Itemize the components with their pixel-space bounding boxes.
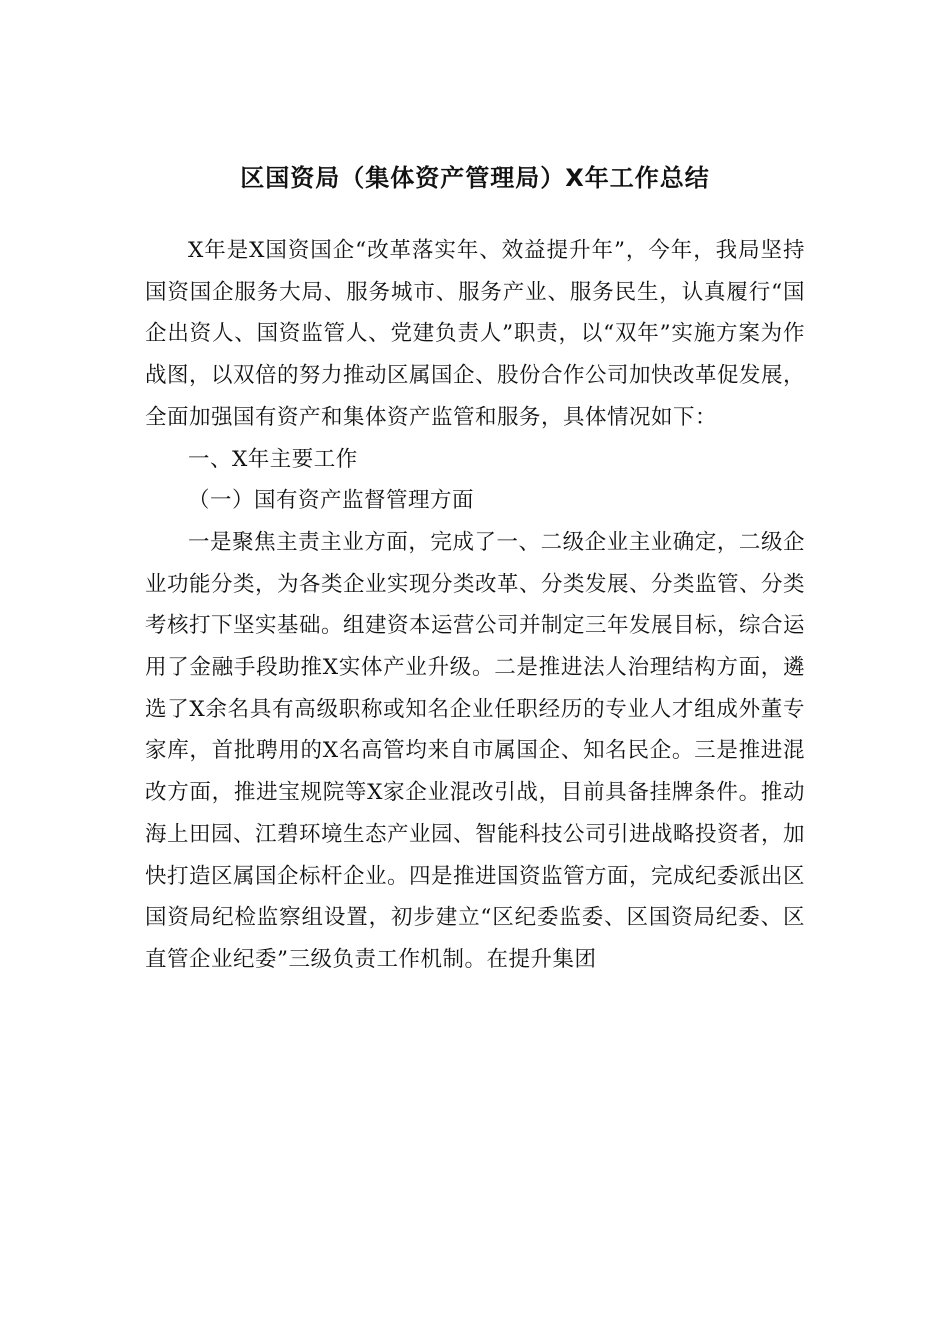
section-heading: 一、X年主要工作	[188, 446, 358, 472]
document-title: 区国资局（集体资产管理局）X年工作总结	[240, 164, 710, 192]
subsection-heading: （一）国有资产监督管理方面	[188, 488, 475, 514]
document-body	[145, 230, 805, 981]
intro-paragraph: X年是X国资国企“改革落实年、效益提升年”，今年，我局坚持国资国企服务大局、服务城市、服务产业、服务民生，认真履行“国企出资人、国资监管人、党建负责人”职责，以“双年”实施方案为作战图，以双倍的努力推动区属国企、股份合作公司加快改革促发展，全面加强国有资产和集体资产监管和服务，具体情况如下：	[145, 238, 806, 430]
body-paragraph: 一是聚焦主责主业方面，完成了一、二级企业主业确定，二级企业功能分类，为各类企业实现分类改革、分类发展、分类监管、分类考核打下坚实基础。组建资本运营公司并制定三年发展目标，综合运用了金融手段助推X实体产业升级。二是推进法人治理结构方面，遴选了X余名具有高级职称或知名企业任职经历的专业人才组成外董专家库，首批聘用的X名高管均来自市属国企、知名民企。三是推进混改方面，推进宝规院等X家企业混改引战，目前具备挂牌条件。推动海上田园、江碧环境生态产业园、智能科技公司引进战略投资者，加快打造区属国企标杆企业。四是推进国资监管方面，完成纪委派出区国资局纪检监察组设置，初步建立“区纪委监委、区国资局纪委、区直管企业纪委”三级负责工作机制。在提升集团	[145, 529, 806, 972]
